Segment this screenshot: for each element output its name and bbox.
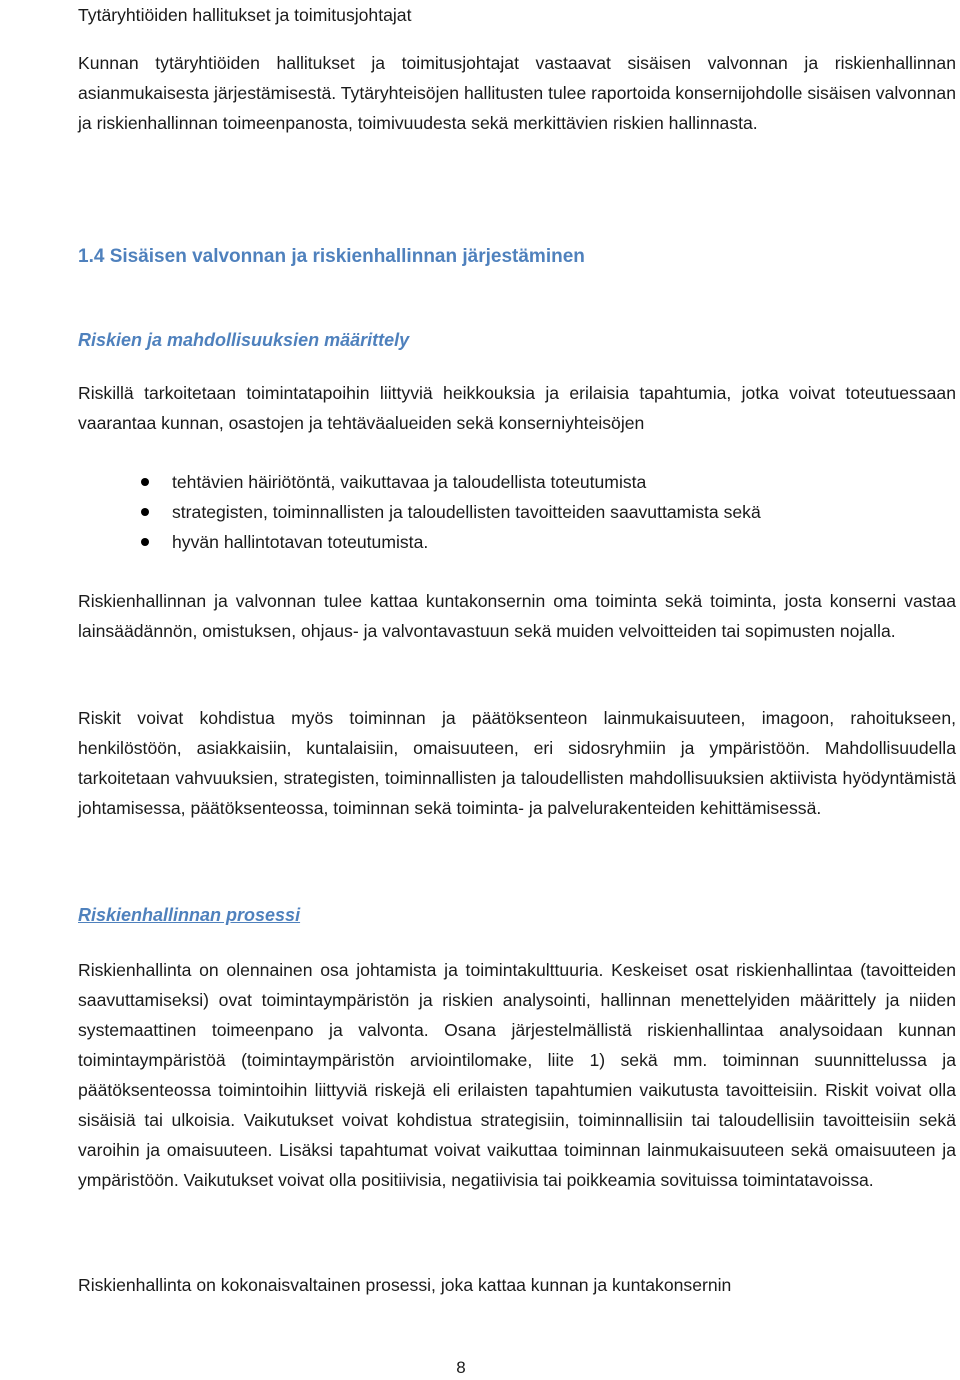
- bullet-icon: [141, 508, 149, 516]
- subsidiaries-heading: Tytäryhtiöiden hallitukset ja toimitusjohtajat: [78, 5, 412, 25]
- page-number: 8: [456, 1358, 466, 1377]
- targets-paragraph: Riskit voivat kohdistua myös toiminnan ja päätöksenteon lainmukaisuuteen, imagoon, rahoitukseen, henkilöstöön, asiakkaisiin, kuntalaisiin, omaisuuteen, eri sidosryhmiin ja ympäristöön. Mahdollisuudella tarkoitetaan vahvuuksien, strategisten, toiminnallisten ja taloudellisten mahdollisuuksien aktiivista hyödyntämistä johtamisessa, päätöksenteossa, toiminnan sekä toiminta- ja palvelurakenteiden kehittämisessä.: [78, 708, 956, 818]
- list-item-text: tehtävien häiriötöntä, vaikuttavaa ja taloudellista toteutumista: [172, 472, 647, 492]
- list-item-text: hyvän hallintotavan toteutumista.: [172, 532, 429, 552]
- list-item-text: strategisten, toiminnallisten ja taloudellisten tavoitteiden saavuttamista sekä: [172, 502, 761, 522]
- bullet-icon: [141, 538, 149, 546]
- list-item: [78, 467, 956, 497]
- process-paragraph: Riskienhallinta on olennainen osa johtamista ja toimintakulttuuria. Keskeiset osat riskienhallintaa (tavoitteiden saavuttamiseksi) ovat toimintaympäristön ja riskien analysointi, hallinnan menettelyiden määrittely ja niiden systemaattinen toimeenpano ja valvonta. Osana järjestelmällistä riskienhallintaa analysoidaan kunnan toimintaympäristöä (toimintaympäristön arviointilomake, liite 1) sekä mm. toiminnan suunnittelussa ja päätöksenteossa toimintoihin liittyviä riskejä eli erilaisten tapahtumien vaikutusta tavoitteisiin. Riskit voivat olla sisäisiä tai ulkoisia. Vaikutukset voivat kohdistua strategisiin, toiminnallisiin tai taloudellisiin tavoitteisiin sekä varoihin ja omaisuuteen. Lisäksi tapahtumat voivat vaikuttaa toiminnan lainmukaisuuteen sekä omaisuuteen ja ympäristöön. Vaikutukset voivat olla positiivisia, negatiivisia tai poikkeamia sovituissa toimintatavoissa.: [78, 960, 956, 1190]
- list-item: [78, 527, 956, 557]
- scope-paragraph: Riskienhallinnan ja valvonnan tulee kattaa kuntakonsernin oma toiminta sekä toiminta, josta konserni vastaa lainsäädännön, omistuksen, ohjaus- ja valvontavastuun sekä muiden velvoitteiden tai sopimusten nojalla.: [78, 591, 956, 641]
- section-heading: 1.4 Sisäisen valvonnan ja riskienhallinnan järjestäminen: [78, 246, 585, 267]
- bullet-icon: [141, 478, 149, 486]
- holistic-paragraph: Riskienhallinta on kokonaisvaltainen prosessi, joka kattaa kunnan ja kuntakonsernin: [78, 1275, 732, 1295]
- list-item: [78, 497, 956, 527]
- process-subheading: Riskienhallinnan prosessi: [78, 905, 301, 925]
- subsidiaries-paragraph: Kunnan tytäryhtiöiden hallitukset ja toimitusjohtajat vastaavat sisäisen valvonnan ja riskienhallinnan asianmukaisesta järjestämisestä. Tytäryhteisöjen hallitusten tulee raportoida konsernijohdolle sisäisen valvonnan ja riskienhallinnan toimeenpanosta, toimivuudesta sekä merkittävien riskien hallinnasta.: [78, 53, 956, 133]
- definition-paragraph: Riskillä tarkoitetaan toimintatapoihin liittyviä heikkouksia ja erilaisia tapahtumia, jotka voivat toteutuessaan vaarantaa kunnan, osastojen ja tehtäväalueiden sekä konserniyhteisöjen: [78, 383, 956, 433]
- definition-bullet-list: [78, 467, 956, 557]
- definition-subheading: Riskien ja mahdollisuuksien määrittely: [78, 330, 410, 350]
